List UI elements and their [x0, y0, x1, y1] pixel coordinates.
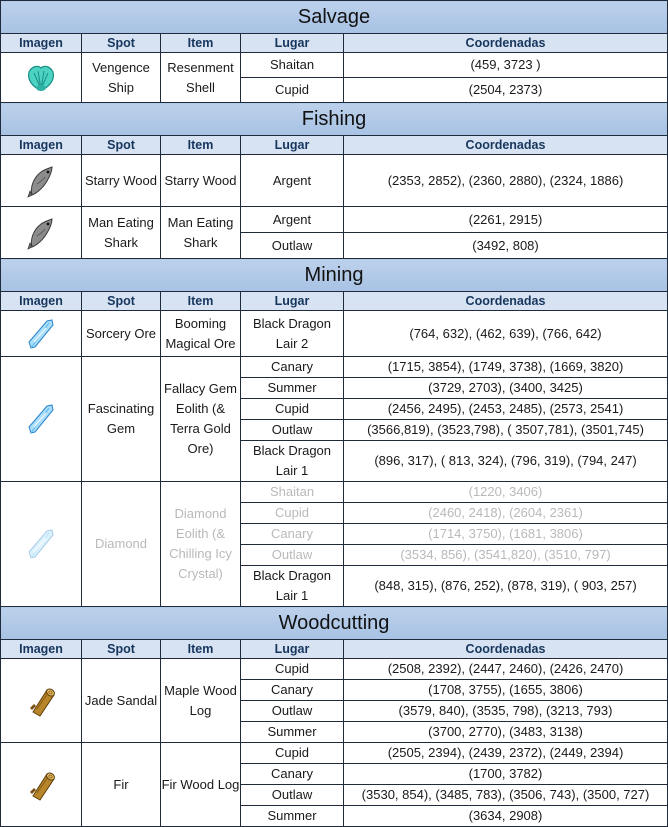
- item-cell: Booming Magical Ore: [161, 311, 241, 357]
- header-item: Item: [161, 136, 241, 155]
- crystal-icon: [26, 402, 56, 436]
- image-cell: [1, 207, 82, 259]
- lugar-cell: Cupid: [241, 743, 344, 764]
- header-item: Item: [161, 640, 241, 659]
- coords-cell: (1220, 3406): [344, 482, 668, 503]
- header-imagen: Imagen: [1, 136, 82, 155]
- table-row: [1, 482, 668, 503]
- section-title: Salvage: [1, 1, 668, 34]
- header-imagen: Imagen: [1, 34, 82, 53]
- lugar-cell: Outlaw: [241, 420, 344, 441]
- fish-icon: [25, 164, 57, 198]
- coords-cell: (2261, 2915): [344, 207, 668, 233]
- item-cell: Diamond Eolith (& Chilling Icy Crystal): [161, 482, 241, 607]
- coords-cell: (3700, 2770), (3483, 3138): [344, 722, 668, 743]
- coords-cell: (848, 315), (876, 252), (878, 319), ( 903, 257): [344, 566, 668, 607]
- coords-cell: (459, 3723 ): [344, 53, 668, 78]
- spot-cell: Man Eating Shark: [82, 207, 161, 259]
- coords-cell: (3492, 808): [344, 233, 668, 259]
- lugar-cell: Canary: [241, 357, 344, 378]
- header-item: Item: [161, 34, 241, 53]
- coords-cell: (1708, 3755), (1655, 3806): [344, 680, 668, 701]
- image-cell: [1, 155, 82, 207]
- shell-icon: [24, 63, 58, 93]
- lugar-cell: Summer: [241, 378, 344, 399]
- image-cell: [1, 357, 82, 482]
- section-title: Woodcutting: [1, 607, 668, 640]
- header-imagen: Imagen: [1, 640, 82, 659]
- section-title: Fishing: [1, 103, 668, 136]
- image-cell: [1, 53, 82, 103]
- image-cell: [1, 482, 82, 607]
- coords-cell: (2353, 2852), (2360, 2880), (2324, 1886): [344, 155, 668, 207]
- coords-cell: (3566,819), (3523,798), ( 3507,781), (3501,745): [344, 420, 668, 441]
- item-cell: Maple Wood Log: [161, 659, 241, 743]
- lugar-cell: Outlaw: [241, 785, 344, 806]
- coords-cell: (2505, 2394), (2439, 2372), (2449, 2394): [344, 743, 668, 764]
- coords-cell: (3530, 854), (3485, 783), (3506, 743), (3500, 727): [344, 785, 668, 806]
- coords-cell: (764, 632), (462, 639), (766, 642): [344, 311, 668, 357]
- header-spot: Spot: [82, 136, 161, 155]
- coords-cell: (3534, 856), (3541,820), (3510, 797): [344, 545, 668, 566]
- coords-cell: (3634, 2908): [344, 806, 668, 827]
- coords-cell: (1700, 3782): [344, 764, 668, 785]
- header-item: Item: [161, 292, 241, 311]
- lugar-cell: Cupid: [241, 503, 344, 524]
- header-spot: Spot: [82, 34, 161, 53]
- coords-cell: (2456, 2495), (2453, 2485), (2573, 2541): [344, 399, 668, 420]
- lugar-cell: Cupid: [241, 659, 344, 680]
- spot-cell: Fascinating Gem: [82, 357, 161, 482]
- spot-cell: Jade Sandal: [82, 659, 161, 743]
- header-spot: Spot: [82, 640, 161, 659]
- lugar-cell: Cupid: [241, 399, 344, 420]
- table-row: [1, 659, 668, 680]
- header-coordenadas: Coordenadas: [344, 136, 668, 155]
- lugar-cell: Shaitan: [241, 53, 344, 78]
- spot-cell: Vengence Ship: [82, 53, 161, 103]
- image-cell: [1, 743, 82, 827]
- header-coordenadas: Coordenadas: [344, 640, 668, 659]
- header-imagen: Imagen: [1, 292, 82, 311]
- header-lugar: Lugar: [241, 640, 344, 659]
- spot-cell: Diamond: [82, 482, 161, 607]
- spot-cell: Starry Wood: [82, 155, 161, 207]
- spot-cell: Sorcery Ore: [82, 311, 161, 357]
- coords-cell: (896, 317), ( 813, 324), (796, 319), (794, 247): [344, 441, 668, 482]
- header-coordenadas: Coordenadas: [344, 292, 668, 311]
- table-row: [1, 155, 668, 207]
- header-lugar: Lugar: [241, 292, 344, 311]
- coords-cell: (1714, 3750), (1681, 3806): [344, 524, 668, 545]
- lugar-cell: Outlaw: [241, 545, 344, 566]
- header-coordenadas: Coordenadas: [344, 34, 668, 53]
- item-cell: Starry Wood: [161, 155, 241, 207]
- coords-cell: (3729, 2703), (3400, 3425): [344, 378, 668, 399]
- spot-cell: Fir: [82, 743, 161, 827]
- table-row: [1, 53, 668, 78]
- lugar-cell: Black Dragon Lair 2: [241, 311, 344, 357]
- lugar-cell: Shaitan: [241, 482, 344, 503]
- lugar-cell: Black Dragon Lair 1: [241, 566, 344, 607]
- lugar-cell: Canary: [241, 764, 344, 785]
- coords-cell: (1715, 3854), (1749, 3738), (1669, 3820): [344, 357, 668, 378]
- header-lugar: Lugar: [241, 136, 344, 155]
- lugar-cell: Cupid: [241, 78, 344, 103]
- log-icon: [25, 684, 57, 718]
- image-cell: [1, 311, 82, 357]
- table-row: [1, 207, 668, 233]
- lugar-cell: Argent: [241, 207, 344, 233]
- lugar-cell: Summer: [241, 722, 344, 743]
- item-cell: Man Eating Shark: [161, 207, 241, 259]
- coords-cell: (2460, 2418), (2604, 2361): [344, 503, 668, 524]
- crystal-icon: [26, 317, 56, 351]
- header-spot: Spot: [82, 292, 161, 311]
- coords-cell: (2508, 2392), (2447, 2460), (2426, 2470): [344, 659, 668, 680]
- fish-icon: [25, 216, 57, 250]
- item-cell: Fir Wood Log: [161, 743, 241, 827]
- coords-cell: (2504, 2373): [344, 78, 668, 103]
- lugar-cell: Outlaw: [241, 233, 344, 259]
- image-cell: [1, 659, 82, 743]
- table-row: [1, 311, 668, 357]
- item-cell: Resenment Shell: [161, 53, 241, 103]
- item-cell: Fallacy Gem Eolith (& Terra Gold Ore): [161, 357, 241, 482]
- lugar-cell: Canary: [241, 680, 344, 701]
- lugar-cell: Summer: [241, 806, 344, 827]
- lugar-cell: Argent: [241, 155, 344, 207]
- section-title: Mining: [1, 259, 668, 292]
- crystal-icon: [26, 527, 56, 561]
- lugar-cell: Canary: [241, 524, 344, 545]
- lugar-cell: Black Dragon Lair 1: [241, 441, 344, 482]
- table-row: [1, 357, 668, 378]
- table-row: [1, 743, 668, 764]
- log-icon: [25, 768, 57, 802]
- lugar-cell: Outlaw: [241, 701, 344, 722]
- coords-cell: (3579, 840), (3535, 798), (3213, 793): [344, 701, 668, 722]
- header-lugar: Lugar: [241, 34, 344, 53]
